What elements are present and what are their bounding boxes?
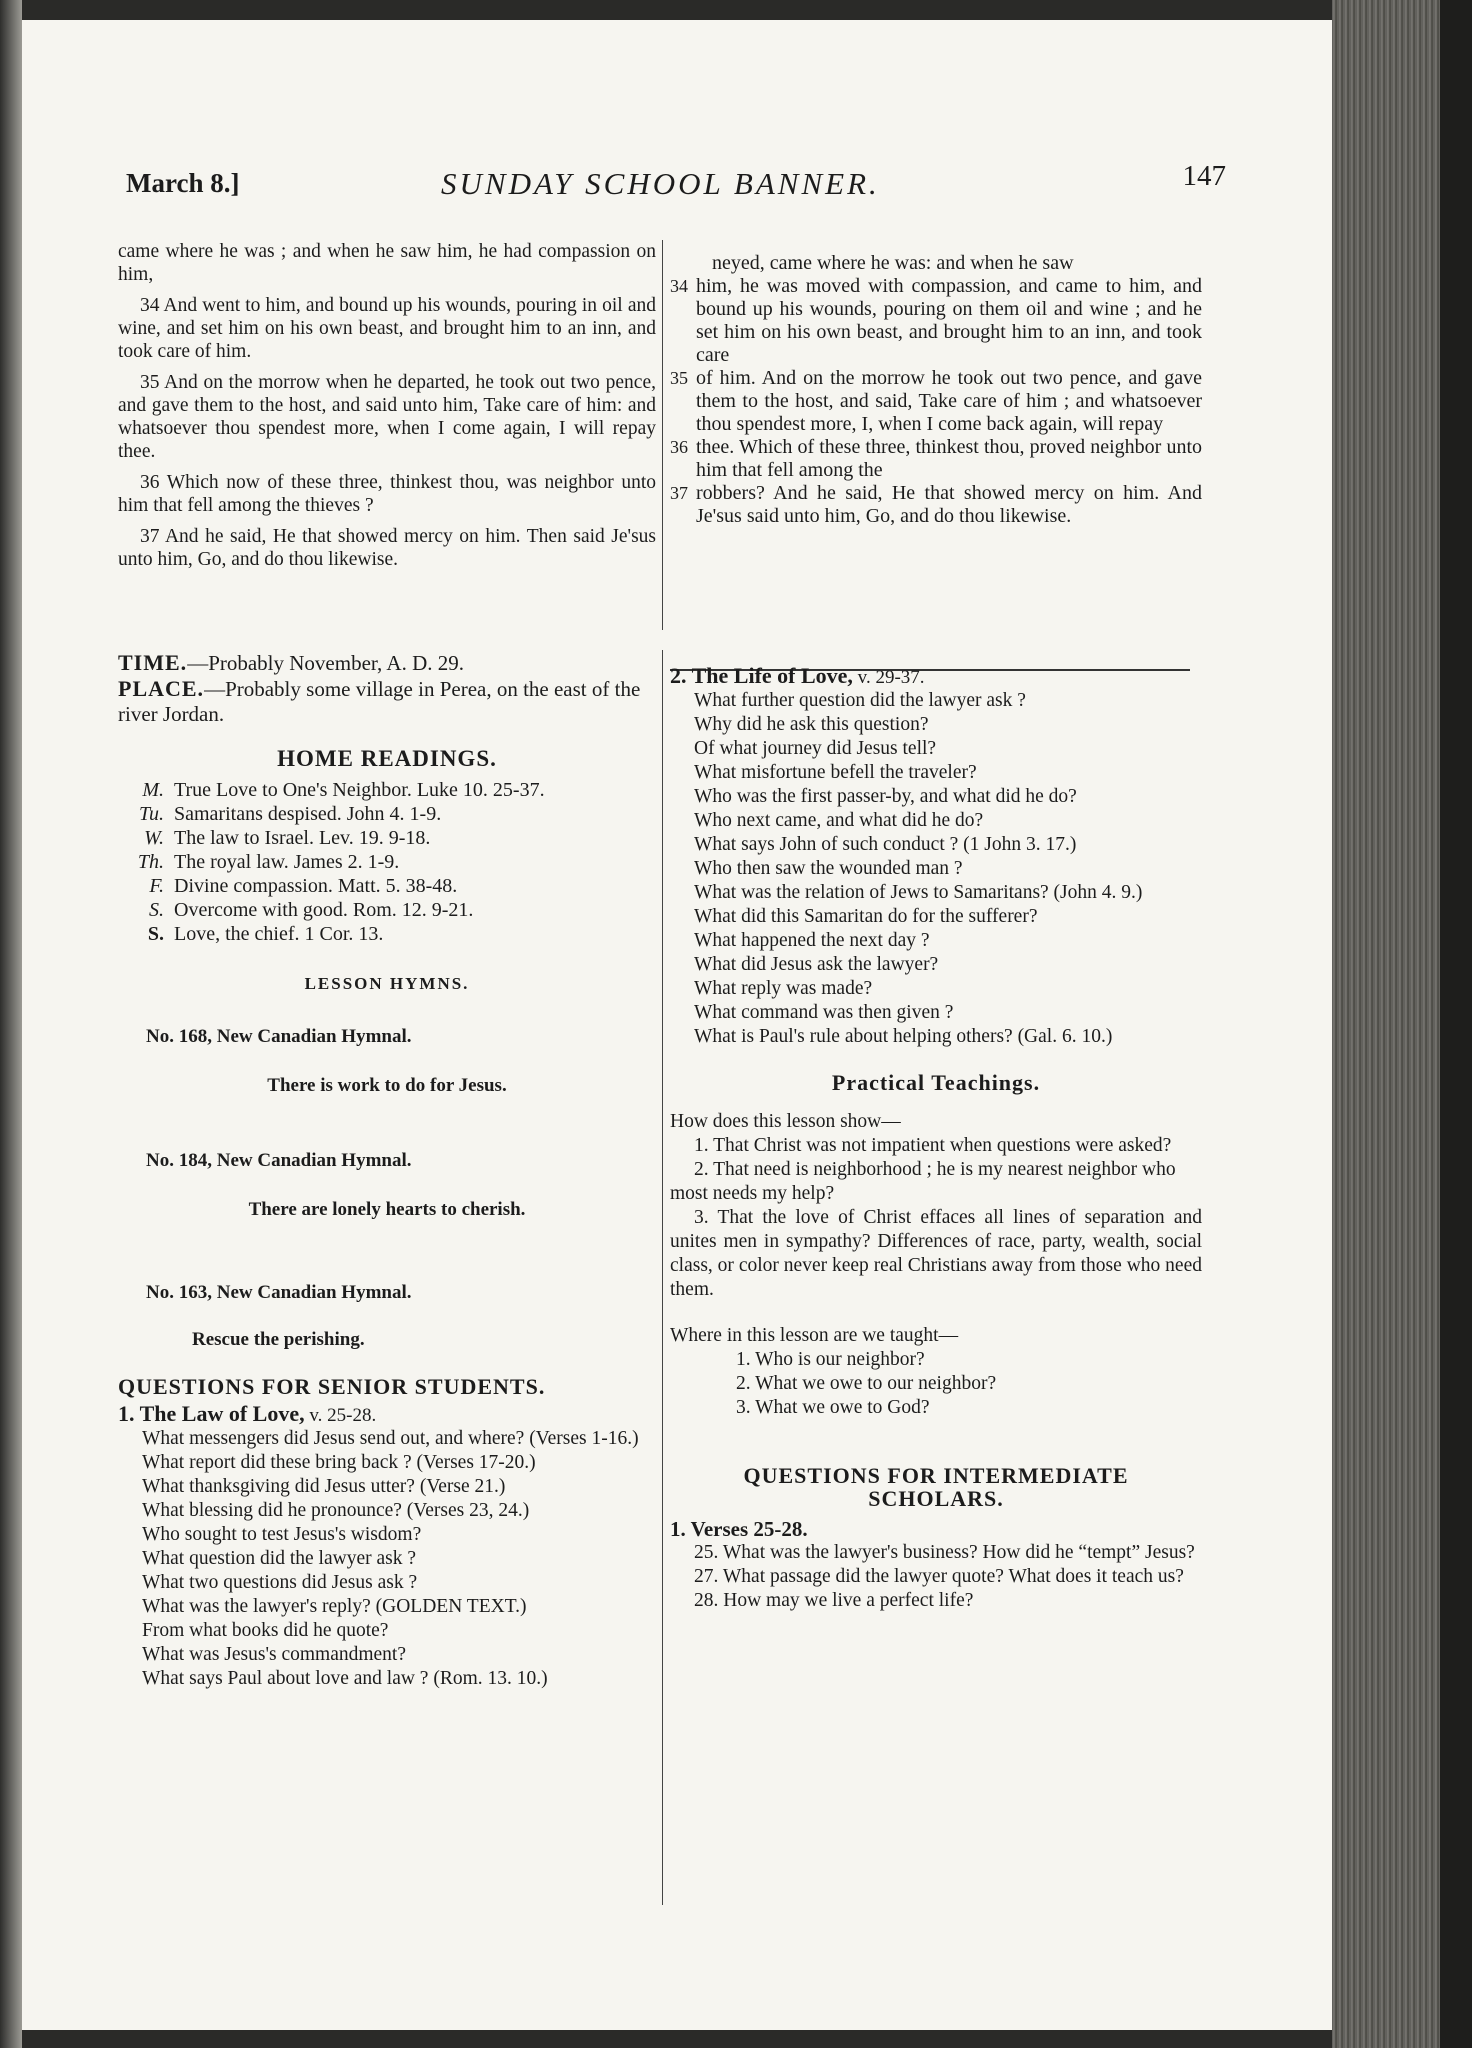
question: 25. What was the lawyer's business? How did he “tempt” Jesus? bbox=[694, 1542, 1195, 1563]
taught-item: 2. What we owe to our neighbor? bbox=[736, 1373, 997, 1394]
question: 27. What passage did the lawyer quote? What does it teach us? bbox=[694, 1566, 1184, 1587]
place-line: PLACE.—Probably some village in Perea, on the east of the river Jordan. bbox=[118, 676, 641, 726]
left-column bbox=[118, 650, 656, 1691]
page-number: 147 bbox=[1182, 160, 1226, 192]
question: What was Jesus's commandment? bbox=[142, 1644, 406, 1665]
book-edge-dark bbox=[1440, 0, 1472, 2048]
header-title: SUNDAY SCHOOL BANNER. bbox=[441, 166, 880, 201]
hymn-title: There are lonely hearts to cherish. bbox=[248, 1199, 526, 1220]
question: What report did these bring back ? (Verses 17-20.) bbox=[142, 1452, 536, 1473]
question: What is Paul's rule about helping others? (Gal. 6. 10.) bbox=[694, 1026, 1113, 1047]
hymn-number: No. 168, New Canadian Hymnal. bbox=[146, 1026, 412, 1047]
rv-verse: 37 robbers? And he said, He that showed mercy on him. And Je'sus said unto him, Go, and do thou likewise. bbox=[670, 482, 1202, 527]
verse: came where he was ; and when he saw him, he had compassion on him, bbox=[118, 241, 656, 285]
taught-intro: Where in this lesson are we taught— bbox=[670, 1325, 959, 1346]
list-item: Tu. Samaritans despised. John 4. 1-9. bbox=[138, 803, 442, 825]
question: Who was the first passer-by, and what did he do? bbox=[694, 786, 1077, 807]
time-label: TIME. bbox=[118, 650, 188, 675]
rv-verse: 34 him, he was moved with compassion, and came to him, and bound up his wounds, pouring on them oil and wine ; and he set him on his own beast, and brought him to an inn, and took care bbox=[670, 275, 1202, 366]
intermediate-questions-heading-line2: SCHOLARS. bbox=[868, 1486, 1004, 1511]
column-rule-top bbox=[662, 240, 663, 630]
home-readings-list bbox=[118, 778, 656, 946]
running-header bbox=[126, 150, 1226, 210]
taught-item: 1. Who is our neighbor? bbox=[736, 1349, 925, 1370]
verse: 35 And on the morrow when he departed, he took out two pence, and gave them to the host, and said unto him, Take care of him: and whatsoever thou spendest more, when I come again, I will repay thee. bbox=[118, 372, 656, 462]
lesson-hymns-heading: LESSON HYMNS. bbox=[304, 974, 470, 993]
senior-questions-heading: QUESTIONS FOR SENIOR STUDENTS. bbox=[118, 1374, 546, 1399]
question: What was the relation of Jews to Samaritans? (John 4. 9.) bbox=[694, 882, 1143, 903]
question: What thanksgiving did Jesus utter? (Verse 21.) bbox=[142, 1476, 506, 1497]
list-item: M. True Love to One's Neighbor. Luke 10. 25-37. bbox=[142, 779, 545, 801]
practical-intro: How does this lesson show— bbox=[670, 1111, 901, 1132]
intermediate-section1-heading: 1. Verses 25-28. bbox=[670, 1517, 808, 1541]
question: What blessing did he pronounce? (Verses 23, 24.) bbox=[142, 1500, 530, 1521]
place-label: PLACE. bbox=[118, 676, 205, 701]
question: What messengers did Jesus send out, and where? (Verses 1-16.) bbox=[142, 1428, 639, 1449]
question: What happened the next day ? bbox=[694, 930, 930, 951]
hymn-title: There is work to do for Jesus. bbox=[267, 1075, 507, 1096]
list-item: W. The law to Israel. Lev. 19. 9-18. bbox=[144, 827, 431, 849]
question: Of what journey did Jesus tell? bbox=[694, 738, 937, 759]
question: 28. How may we live a perfect life? bbox=[694, 1590, 974, 1611]
list-item: S. Love, the chief. 1 Cor. 13. bbox=[147, 923, 384, 945]
question: What did this Samaritan do for the sufferer? bbox=[694, 906, 1038, 927]
verse: 34 And went to him, and bound up his wounds, pouring in oil and wine, and set him on his own beast, and brought him to an inn, and took care of him. bbox=[118, 295, 656, 362]
practical-teachings-heading: Practical Teachings. bbox=[831, 1070, 1041, 1095]
list-item: F. Divine compassion. Matt. 5. 38-48. bbox=[149, 875, 458, 897]
teaching-point: 3. That the love of Christ effaces all lines of separation and unites men in sympathy? Differences of race, party, wealth, social class, or color never keep real Christians away from those who need them. bbox=[670, 1207, 1202, 1300]
time-line: TIME.—Probably November, A. D. 29. bbox=[118, 650, 464, 675]
authorized-version-text bbox=[118, 240, 656, 579]
question: What reply was made? bbox=[694, 978, 873, 999]
hymn-title: Rescue the perishing. bbox=[192, 1329, 365, 1350]
home-readings-heading: HOME READINGS. bbox=[277, 746, 497, 771]
teaching-point: 1. That Christ was not impatient when questions were asked? bbox=[694, 1135, 1172, 1156]
rv-verse: neyed, came where he was: and when he saw bbox=[712, 252, 1074, 274]
question: What says Paul about love and law ? (Rom. 13. 10.) bbox=[142, 1668, 548, 1689]
list-item: S. Overcome with good. Rom. 12. 9-21. bbox=[149, 899, 474, 921]
question: What command was then given ? bbox=[694, 1002, 954, 1023]
hymn-number: No. 163, New Canadian Hymnal. bbox=[146, 1282, 412, 1303]
question: Why did he ask this question? bbox=[694, 714, 929, 735]
rv-verse: 36 thee. Which of these three, thinkest thou, proved neighbor unto him that fell among the bbox=[670, 436, 1202, 481]
hymn-number: No. 184, New Canadian Hymnal. bbox=[146, 1150, 412, 1171]
verse: 37 And he said, He that showed mercy on him. Then said Je'sus unto him, Go, and do thou likewise. bbox=[118, 526, 656, 570]
senior-section1-heading: 1. The Law of Love, v. 25-28. bbox=[118, 1401, 377, 1426]
right-column bbox=[670, 664, 1202, 1613]
question: What was the lawyer's reply? (GOLDEN TEXT.) bbox=[142, 1596, 527, 1617]
senior-section1-questions bbox=[118, 1427, 656, 1691]
revised-version-text bbox=[670, 252, 1202, 528]
question: Who sought to test Jesus's wisdom? bbox=[142, 1524, 422, 1545]
teaching-point: 2. That need is neighborhood ; he is my nearest neighbor who most needs my help? bbox=[670, 1159, 1176, 1204]
senior-section2-heading: 2. The Life of Love, v. 29-37. bbox=[670, 663, 925, 688]
list-item: Th. The royal law. James 2. 1-9. bbox=[137, 851, 400, 873]
intermediate-questions-heading: QUESTIONS FOR INTERMEDIATE bbox=[743, 1463, 1129, 1488]
question: What misfortune befell the traveler? bbox=[694, 762, 977, 783]
rv-verse: 35 of him. And on the morrow he took out two pence, and gave them to the host, and said, Take care of him ; and whatsoever thou spendest more, I, when I come back again, will repay bbox=[670, 367, 1202, 435]
column-rule-bottom bbox=[662, 650, 663, 1905]
question: What did Jesus ask the lawyer? bbox=[694, 954, 939, 975]
header-date: March 8.] bbox=[126, 168, 240, 198]
page-gutter-shadow bbox=[0, 0, 22, 2048]
question: What question did the lawyer ask ? bbox=[142, 1548, 416, 1569]
question: From what books did he quote? bbox=[142, 1620, 389, 1641]
taught-item: 3. What we owe to God? bbox=[736, 1397, 930, 1418]
question: Who then saw the wounded man ? bbox=[694, 858, 963, 879]
question: What further question did the lawyer ask ? bbox=[694, 690, 1026, 711]
question: What two questions did Jesus ask ? bbox=[142, 1572, 418, 1593]
question: What says John of such conduct ? (1 John 3. 17.) bbox=[694, 834, 1077, 855]
verse: 36 Which now of these three, thinkest thou, was neighbor unto him that fell among the thieves ? bbox=[118, 472, 656, 516]
question: Who next came, and what did he do? bbox=[694, 810, 984, 831]
senior-section2-questions bbox=[670, 689, 1202, 1049]
